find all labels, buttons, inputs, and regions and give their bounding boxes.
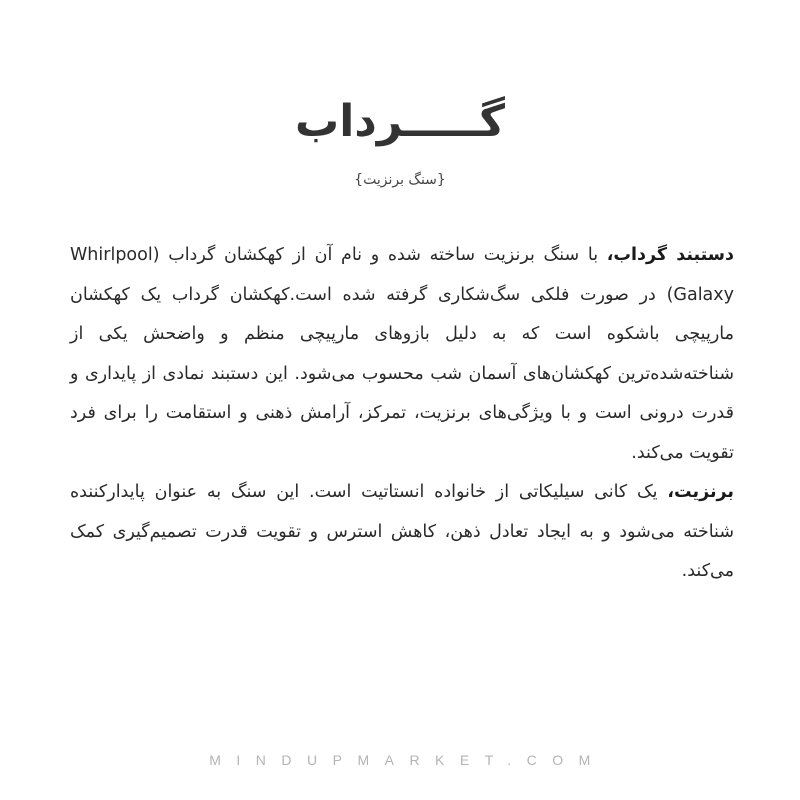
- paragraph-text-bracelet: با سنگ برنزیت ساخته شده و نام آن از کهکشان گرداب (Whirlpool Galaxy) در صورت فلکی سگ‌شکاری گرفته شده است.کهکشان گرداب یک کهکشان مارپیچی باشکوه است که به دلیل بازوهای مارپیچی منظم و واضحش یکی از شناخته‌شده‌ترین کهکشان‌های آسمان شب محسوب می‌شود. این دستبند نمادی از پایداری و قدرت درونی است و با ویژگی‌های برنزیت، تمرکز، آرامش ذهنی و استقامت را برای فرد تقویت می‌کند.: [70, 245, 734, 463]
- paragraph-text-bronzite: یک کانی سیلیکاتی از خانواده انستاتیت است. این سنگ به عنوان پایدارکننده شناخته می‌شود و به ایجاد تعادل ذهن، کاهش استرس و تقویت قدرت تصمیم‌گیری کمک می‌کند.: [70, 482, 734, 581]
- paragraph-bracelet: [70, 236, 734, 473]
- page-title: گـــــرداب: [294, 96, 506, 147]
- description-body: [70, 236, 734, 592]
- page-subtitle: {سنگ برنزیت}: [354, 172, 446, 188]
- footer-brand: MINDUPMARKET.COM: [209, 752, 606, 768]
- paragraph-bronzite: [70, 473, 734, 592]
- paragraph-lead-bronzite: برنزیت،: [667, 482, 734, 502]
- paragraph-lead-bracelet: دستبند گرداب،: [606, 245, 734, 265]
